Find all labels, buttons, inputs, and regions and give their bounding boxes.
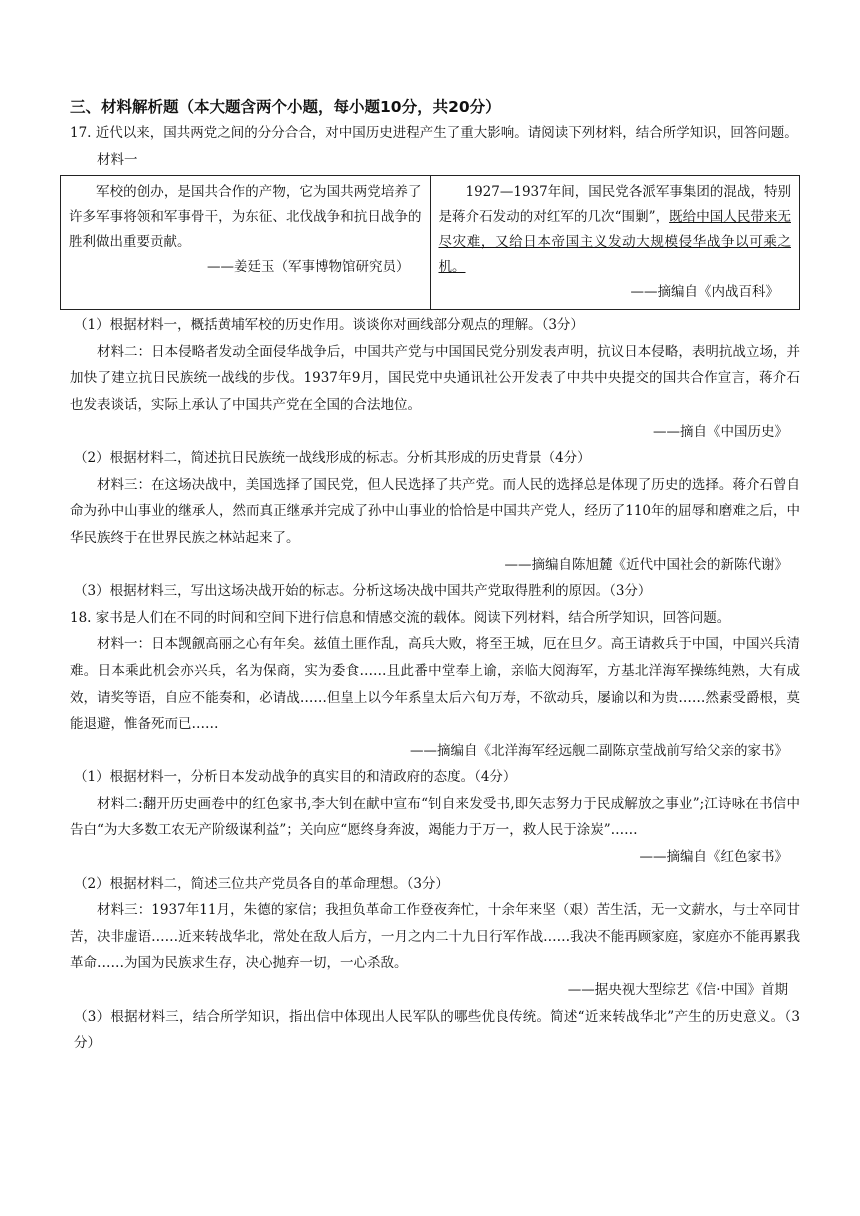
box-left-text: 军校的创办，是国共合作的产物，它为国共两党培养了许多军事将领和军事骨干，为东征、北伐战争和抗日战争的胜利做出重要贡献。 [69, 184, 422, 251]
q18-intro: 18. 家书是人们在不同的时间和空间下进行信息和情感交流的载体。阅读下列材料，结合所学知识，回答问题。 [70, 609, 731, 626]
q18-material3-source: ——据央视大型综艺《信·中国》首期 [567, 982, 788, 999]
q17-material2-source: ——摘自《中国历史》 [653, 423, 788, 440]
q17-material2: 材料二：日本侵略者发动全面侵华战争后，中国共产党与中国国民党分别发表声明，抗议日本侵略，表明抗战立场，并加快了建立抗日民族统一战线的步伐。1937年9月，国民党中央通讯社公开发表了中共中央提交的国共合作宣言，蒋介石也发表谈话，实际上承认了中国共产党在全国的合法地位。 [70, 343, 800, 413]
q17-sub2: （2）根据材料二，简述抗日民族统一战线形成的标志。分析其形成的历史背景（4分） [74, 450, 591, 467]
q18-sub3: （3）根据材料三，结合所学知识，指出信中体现出人民军队的哪些优良传统。简述“近来转战华北”产生的历史意义。（3分） [74, 1008, 800, 1052]
q17-material1-label: 材料一 [97, 151, 138, 168]
q17-intro: 17. 近代以来，国共两党之间的分分合合，对中国历史进程产生了重大影响。请阅读下列材料，结合所学知识，回答问题。 [70, 125, 798, 141]
q18-material2-source: ——摘编自《红色家书》 [639, 849, 788, 866]
box-right-source: ——摘编自《内战百科》 [630, 284, 779, 301]
q17-material3: 材料三：在这场决战中，美国选择了国民党，但人民选择了共产党。而人民的选择总是体现了历史的选择。蒋介石曾自命为孙中山事业的继承人，然而真正继承并完成了孙中山事业的恰恰是中国共产党人，经历了110年的屈辱和磨难之后，中华民族终于在世界民族之林站起来了。 [70, 476, 800, 546]
box-left-source: ——姜廷玉（军事博物馆研究员） [207, 259, 410, 276]
section-title: 三、材料解析题（本大题含两个小题，每小题10分，共20分） [70, 98, 501, 116]
q18-material3: 材料三：1937年11月，朱德的家信；我担负革命工作登夜奔忙，十余年来坚（艰）苦生活，无一文薪水，与士卒同甘苦，决非虚语……近来转战华北，常处在敌人后方，一月之内二十九日行军作战……我决不能再顾家庭，家庭亦不能再累我革命……为国为民族求生存，决心抛弃一切，一心杀敌。 [70, 902, 800, 972]
q18-material2: 材料二:翻开历史画卷中的红色家书,李大钊在献中宣布“钊自来发受书,即矢志努力于民成解放之事业”;江诗咏在书信中告白“为大多数工农无产阶级谋利益”；关向应“愿终身奔波，竭能力于万一，救人民于涂炭”…… [70, 795, 800, 839]
material-box-left [61, 176, 431, 310]
document-page [70, 96, 800, 1057]
q17-material1-boxes [60, 175, 800, 310]
underlined-viewpoint: 既给中国人民带来无尽灾难，又给日本帝国主义发动大规模侵华战争以可乘之机。 [438, 209, 791, 276]
q17-material3-source: ——摘编自陈旭麓《近代中国社会的新陈代谢》 [504, 556, 788, 573]
material-box-right [430, 176, 800, 310]
q17-sub1: （1）根据材料一，概括黄埔军校的历史作用。谈谈你对画线部分观点的理解。（3分） [74, 317, 584, 334]
q18-sub2: （2）根据材料二，简述三位共产党员各自的革命理想。（3分） [74, 875, 449, 892]
q18-material1-source: ——摘编自《北洋海军经远舰二副陈京莹战前写给父亲的家书》 [410, 742, 788, 759]
q17-sub3: （3）根据材料三，写出这场决战开始的标志。分析这场决战中国共产党取得胜利的原因。（3分） [74, 583, 652, 600]
box-right-text-a: 1927—1937年间，国民党各派军事集团的混战，特别是蒋介石发动的对红军的几次“围剿”， [438, 184, 791, 226]
q18-material1: 材料一：日本觊觎高丽之心有年矣。兹值土匪作乱，高兵大败，将至王城，厄在旦夕。高王请救兵于中国，中国兴兵清难。日本乘此机会亦兴兵，名为保商，实为委食……且此番中堂奉上谕，亲临大阅海军，方基北洋海军操练纯熟，大有成效，请奖等语，自应不能奏和，必请战……但皇上以今年系皇太后六旬万寿，不欲动兵，屡谕以和为贵……然素受爵根，莫能退避，惟备死而已…… [70, 636, 800, 733]
box-right-text [439, 180, 792, 280]
q18-sub1: （1）根据材料一，分析日本发动战争的真实目的和清政府的态度。（4分） [74, 769, 517, 786]
